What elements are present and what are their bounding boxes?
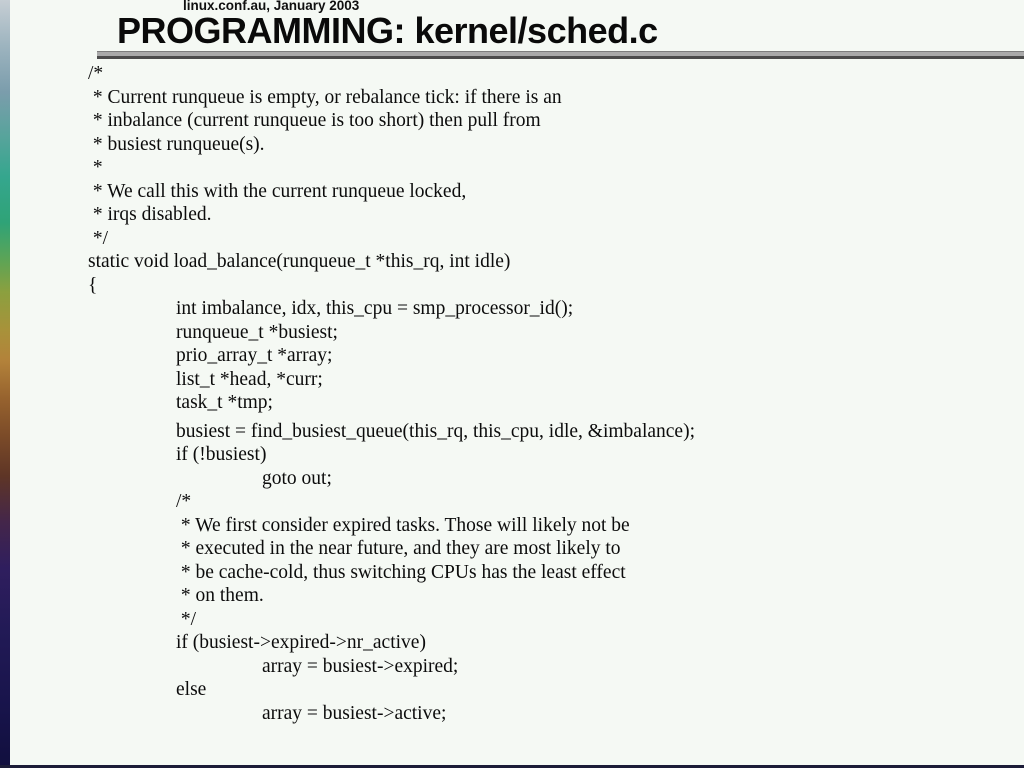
code-line: if (busiest->expired->nr_active) — [176, 632, 426, 653]
code-line: */ — [88, 227, 109, 249]
code-line: goto out; — [262, 467, 332, 489]
code-line: { — [88, 274, 98, 296]
event-label: linux.conf.au, January 2003 — [183, 0, 360, 13]
page-title: PROGRAMMING: kernel/sched.c — [117, 10, 658, 51]
code-line: * executed in the near future, and they are most likely to — [176, 538, 621, 559]
code-line: int imbalance, idx, this_cpu = smp_processor_id(); — [176, 298, 574, 319]
code-line: /* — [176, 491, 192, 512]
code-line: if (!busiest) — [176, 444, 267, 465]
code-line: * be cache-cold, thus switching CPUs has the least effect — [176, 561, 626, 583]
code-line: else — [176, 679, 207, 700]
code-line: * Current runqueue is empty, or rebalance tick: if there is an — [88, 86, 562, 108]
code-line: * We call this with the current runqueue locked, — [88, 180, 467, 202]
code-line: static void load_balance(runqueue_t *this_rq, int idle) — [88, 251, 511, 272]
code-line: */ — [176, 608, 197, 630]
code-line: * busiest runqueue(s). — [88, 133, 265, 155]
code-line: prio_array_t *array; — [176, 345, 333, 366]
title-underline-rule — [97, 51, 1024, 59]
code-line: * We first consider expired tasks. Those will likely not be — [176, 514, 630, 536]
code-line: array = busiest->expired; — [262, 655, 459, 677]
code-line: * — [88, 157, 103, 178]
code-block — [88, 62, 695, 725]
code-line: array = busiest->active; — [262, 702, 447, 724]
code-line: busiest = find_busiest_queue(this_rq, this_cpu, idle, &imbalance); — [176, 420, 695, 442]
code-line: task_t *tmp; — [176, 392, 273, 413]
code-line: runqueue_t *busiest; — [176, 321, 338, 343]
decorative-gradient-strip — [0, 0, 10, 768]
code-line: * on them. — [176, 585, 264, 606]
code-line: list_t *head, *curr; — [176, 368, 323, 390]
code-line: * inbalance (current runqueue is too short) then pull from — [88, 110, 541, 131]
code-line: * irqs disabled. — [88, 204, 212, 225]
code-line: /* — [88, 63, 104, 84]
